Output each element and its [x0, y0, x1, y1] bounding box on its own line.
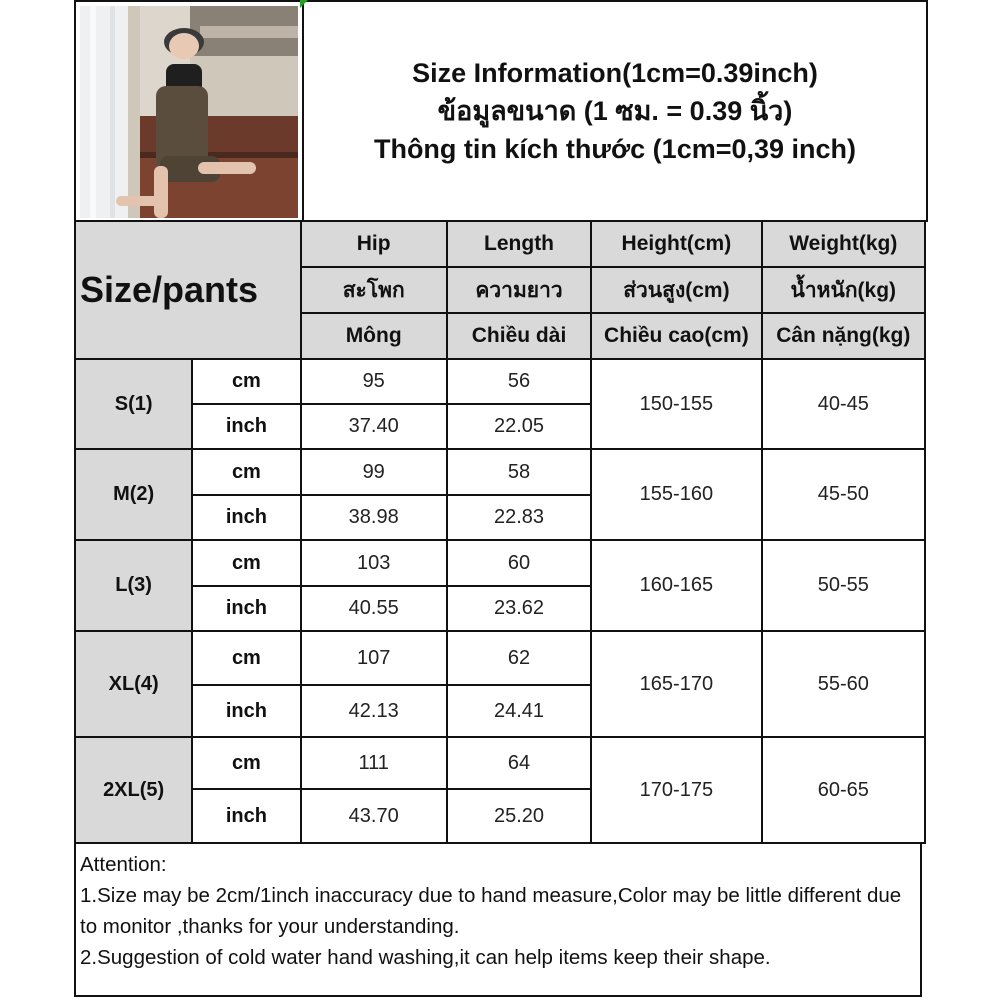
- col-height-th: ส่วนสูง(cm): [591, 267, 761, 313]
- attention-notes: [74, 843, 922, 997]
- table-row: [75, 631, 925, 685]
- col-length-en: Length: [447, 221, 591, 267]
- col-height-vi: Chiều cao(cm): [591, 313, 761, 359]
- length-value: 58: [447, 449, 591, 495]
- unit-label: inch: [192, 789, 300, 843]
- hip-value: 103: [301, 540, 447, 586]
- table-row: [75, 449, 925, 495]
- unit-label: inch: [192, 586, 300, 631]
- length-value: 64: [447, 737, 591, 789]
- note-item-2: 2.Suggestion of cold water hand washing,it can help items keep their shape.: [80, 946, 771, 969]
- title-block: [303, 1, 927, 221]
- header-table: [74, 0, 928, 222]
- weight-value: 55-60: [762, 631, 925, 737]
- corner-marker: [300, 0, 308, 8]
- note-item-1: 1.Size may be 2cm/1inch inaccuracy due to hand measure,Color may be little different due to monitor ,thanks for your understanding.: [80, 884, 902, 938]
- unit-label: cm: [192, 359, 300, 404]
- size-label: M(2): [75, 449, 192, 540]
- title-english: Size Information(1cm=0.39inch): [412, 58, 818, 88]
- unit-label: cm: [192, 631, 300, 685]
- unit-label: cm: [192, 737, 300, 789]
- unit-label: cm: [192, 449, 300, 495]
- table-row: [75, 737, 925, 789]
- weight-value: 60-65: [762, 737, 925, 843]
- weight-value: 45-50: [762, 449, 925, 540]
- hip-value: 99: [301, 449, 447, 495]
- size-pants-label: Size/pants: [75, 221, 301, 359]
- col-hip-th: สะโพก: [301, 267, 447, 313]
- unit-label: inch: [192, 404, 300, 449]
- hip-value: 42.13: [301, 685, 447, 737]
- col-height-en: Height(cm): [591, 221, 761, 267]
- table-row: [75, 359, 925, 404]
- col-weight-vi: Cân nặng(kg): [762, 313, 925, 359]
- length-value: 25.20: [447, 789, 591, 843]
- col-hip-vi: Mông: [301, 313, 447, 359]
- unit-label: cm: [192, 540, 300, 586]
- height-value: 165-170: [591, 631, 761, 737]
- col-length-th: ความยาว: [447, 267, 591, 313]
- length-value: 62: [447, 631, 591, 685]
- size-chart: [74, 0, 926, 1002]
- hip-value: 95: [301, 359, 447, 404]
- hip-value: 107: [301, 631, 447, 685]
- size-label: S(1): [75, 359, 192, 449]
- length-value: 60: [447, 540, 591, 586]
- weight-value: 40-45: [762, 359, 925, 449]
- col-weight-th: น้ำหนัก(kg): [762, 267, 925, 313]
- length-value: 22.83: [447, 495, 591, 540]
- col-length-vi: Chiều dài: [447, 313, 591, 359]
- length-value: 56: [447, 359, 591, 404]
- length-value: 22.05: [447, 404, 591, 449]
- height-value: 160-165: [591, 540, 761, 631]
- unit-label: inch: [192, 495, 300, 540]
- height-value: 150-155: [591, 359, 761, 449]
- hip-value: 38.98: [301, 495, 447, 540]
- hip-value: 40.55: [301, 586, 447, 631]
- weight-value: 50-55: [762, 540, 925, 631]
- size-label: L(3): [75, 540, 192, 631]
- size-table: [74, 220, 926, 844]
- size-label: 2XL(5): [75, 737, 192, 843]
- product-photo-cell: [75, 1, 303, 221]
- hip-value: 43.70: [301, 789, 447, 843]
- title-vietnamese: Thông tin kích thước (1cm=0,39 inch): [373, 134, 857, 164]
- length-value: 24.41: [447, 685, 591, 737]
- table-row: [75, 540, 925, 586]
- hip-value: 37.40: [301, 404, 447, 449]
- size-label: XL(4): [75, 631, 192, 737]
- length-value: 23.62: [447, 586, 591, 631]
- height-value: 155-160: [591, 449, 761, 540]
- notes-heading: Attention:: [80, 853, 167, 876]
- col-hip-en: Hip: [301, 221, 447, 267]
- title-thai: ข้อมูลขนาด (1 ซม. = 0.39 นิ้ว): [437, 96, 793, 126]
- unit-label: inch: [192, 685, 300, 737]
- hip-value: 111: [301, 737, 447, 789]
- col-weight-en: Weight(kg): [762, 221, 925, 267]
- height-value: 170-175: [591, 737, 761, 843]
- product-photo: [80, 6, 298, 218]
